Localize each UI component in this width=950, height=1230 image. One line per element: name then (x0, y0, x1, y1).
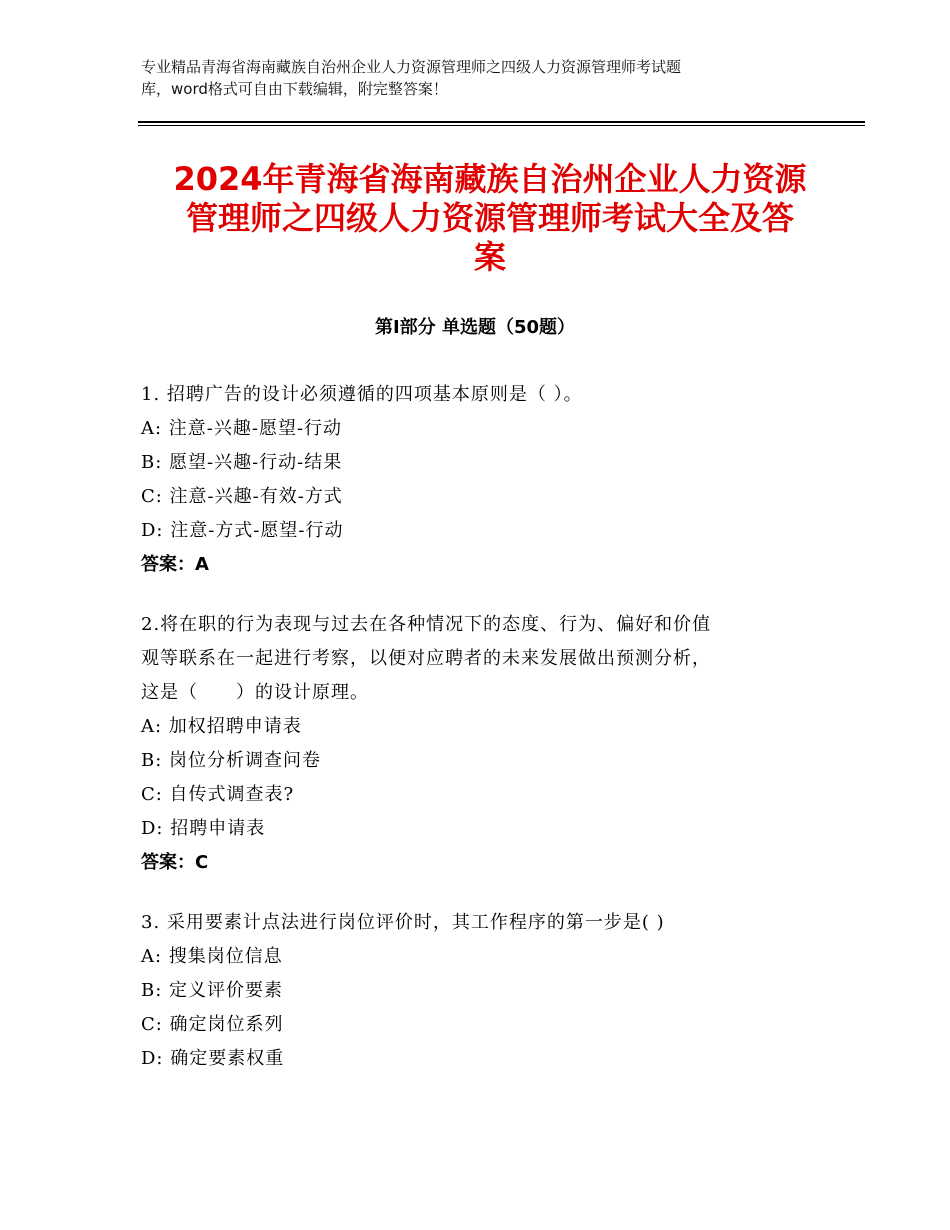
question-stem-line-1: 2.将在职的行为表现与过去在各种情况下的态度、行为、偏好和价值 (141, 614, 712, 635)
option-b: B: 岗位分析调查问卷 (141, 750, 322, 771)
question-stem-line-2: 观等联系在一起进行考察，以便对应聘者的未来发展做出预测分析， (141, 648, 711, 669)
document-title (120, 160, 860, 277)
option-d: D: 确定要素权重 (141, 1048, 285, 1069)
header-divider-thick (138, 121, 865, 123)
option-d: D: 招聘申请表 (141, 818, 266, 839)
header-note-line-1: 专业精品青海省海南藏族自治州企业人力资源管理师之四级人力资源管理师考试题 (141, 58, 682, 76)
document-title-line-1: 2024年青海省海南藏族自治州企业人力资源 (173, 160, 807, 198)
option-d: D: 注意-方式-愿望-行动 (141, 520, 344, 541)
answer-label: 答案：C (141, 852, 209, 873)
question-2 (141, 608, 841, 880)
document-title-line-2: 管理师之四级人力资源管理师考试大全及答 (185, 199, 794, 237)
header-note (141, 56, 821, 100)
header-note-line-2: 库，word格式可自由下载编辑，附完整答案！ (141, 80, 448, 98)
option-b: B: 定义评价要素 (141, 980, 284, 1001)
option-b: B: 愿望-兴趣-行动-结果 (141, 452, 343, 473)
section-title: 第Ⅰ部分 单选题（50题） (374, 317, 575, 338)
question-stem-line-3: 这是（ ）的设计原理。 (141, 682, 369, 703)
header-divider-thin (138, 125, 865, 126)
question-list (141, 378, 841, 1102)
document-title-line-3: 案 (473, 238, 506, 276)
option-a: A: 注意-兴趣-愿望-行动 (141, 418, 343, 439)
option-a: A: 加权招聘申请表 (141, 716, 302, 737)
option-a: A: 搜集岗位信息 (141, 946, 283, 967)
option-c: C: 确定岗位系列 (141, 1014, 284, 1035)
answer-label: 答案：A (141, 554, 209, 575)
question-stem: 3. 采用要素计点法进行岗位评价时，其工作程序的第一步是( ) (141, 912, 665, 933)
question-1 (141, 378, 841, 582)
option-c: C: 自传式调查表? (141, 784, 295, 805)
option-c: C: 注意-兴趣-有效-方式 (141, 486, 343, 507)
question-3 (141, 906, 841, 1076)
question-stem: 1. 招聘广告的设计必须遵循的四项基本原则是（ ）。 (141, 384, 583, 405)
